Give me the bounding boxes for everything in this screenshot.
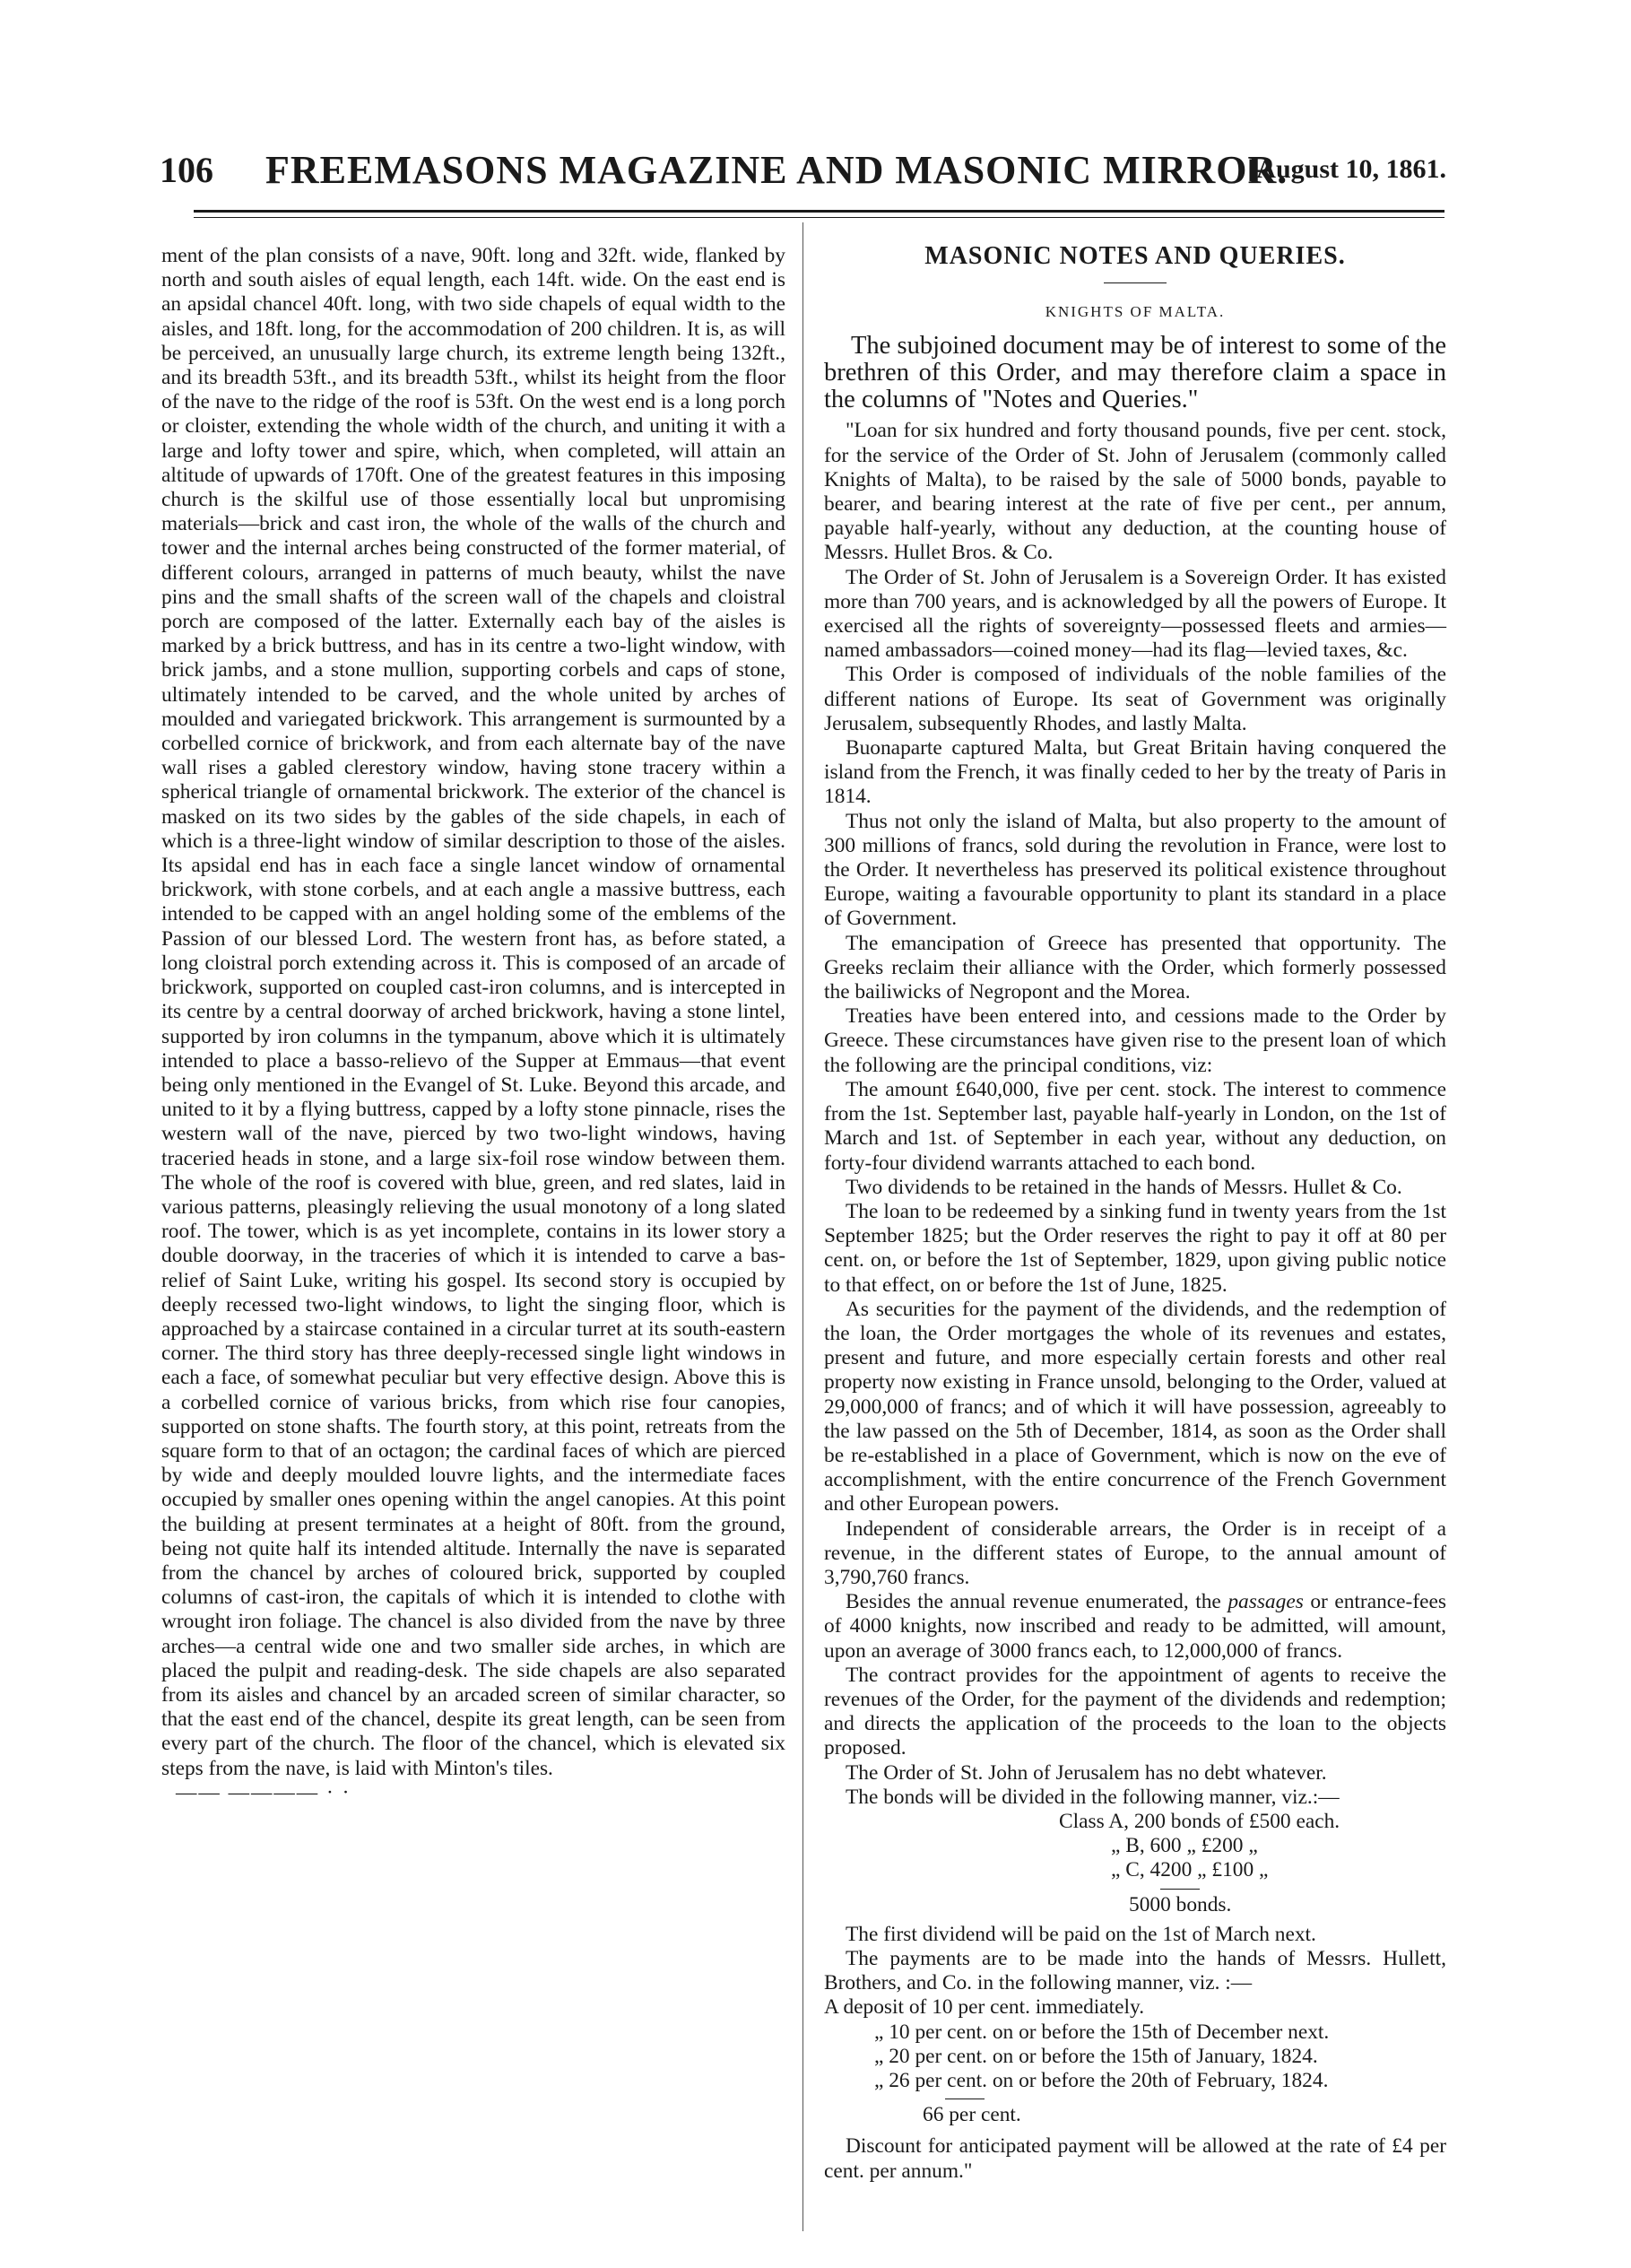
end-mark: —— ———— · · (176, 1780, 351, 1804)
left-column (161, 244, 785, 1805)
passages-word: passages (1228, 1590, 1304, 1614)
column-divider (802, 222, 803, 2231)
paragraph: This Order is composed of individuals of the noble families of the different nations of Europe. Its seat of Government was originally Jerusalem, subsequently Rhodes, and lastly Malta. (824, 663, 1446, 735)
article-continuation: ment of the plan consists of a nave, 90ft. long and 32ft. wide, flanked by north and south aisles of equal length, each 14ft. wide. On the east end is an apsidal chancel 40ft. long, with two side chapels of equal width to the aisles, and 18ft. long, for the accommodation of 200 children. It is, as will be perceived, an unusually large church, its extreme length being 132ft., and its breadth 53ft., and its breadth 53ft., whilst its height from the floor of the nave to the ridge of the roof is 53ft. On the west end is a long porch or cloister, extending the whole width of the church, and uniting it with a large and lofty tower and spire, which, when completed, will attain an altitude of upwards of 170ft. One of the greatest features in this imposing church is the skilful use of those essentially local but unpromising materials—brick and cast iron, the whole of the walls of the church and tower and the internal arches being constructed of the former material, of different colours, arranged in patterns of much beauty, whilst the nave pins and the small shafts of the screen wall of the chapels and cloistral porch are composed of the latter. Externally each bay of the aisles is marked by a brick buttress, and has in its centre a two-light window, with brick jambs, and a stone mullion, supporting corbels and caps of stone, ultimately intended to be carved, and the whole united by arches of moulded and variegated brickwork. This arrangement is surmounted by a corbelled cornice of brickwork, and from each alternate bay of the nave wall rises a gabled clerestory window, having stone tracery within a spherical triangle of ornamental brickwork. The exterior of the chancel is masked on its two sides by the gables of the side chapels, in each of which is a three-light window of similar description to those of the aisles. Its apsidal end has in each face a single lancet window of ornamental brickwork, with stone corbels, and at each angle a massive buttress, each intended to be capped with an angel holding some of the emblems of the Passion of our blessed Lord. The western front has, as before stated, a long cloistral porch extending across it. This is composed of an arcade of brickwork, supported on coupled cast-iron columns, and is intercepted in its centre by a central doorway of arched brickwork, having a stone lintel, supported by iron columns in the tympanum, above which it is ultimately intended to place a basso-relievo of the Supper at Emmaus—that event being only mentioned in the Evangel of St. Luke. Beyond this arcade, and united to it by a flying buttress, capped by a lofty stone pinnacle, rises the western wall of the nave, pierced by two two-light windows, having traceried heads in stone, and a large six-foil rose window between them. The whole of the roof is covered with blue, green, and red slates, laid in various patterns, pleasingly relieving the usual monotony of a long slated roof. The tower, which is as yet incomplete, contains in its lower story a double doorway, in the traceries of which it is intended to carve a bas-relief of Saint Luke, writing his gospel. Its second story is occupied by deeply recessed two-light windows, to light the singing floor, which is approached by a staircase contained in a circular turret at its south-eastern corner. The third story has three deeply-recessed single light windows in each a face, of somewhat peculiar but very effective design. Above this is a corbelled cornice of various bricks, from which rise four canopies, supported on stone shafts. The fourth story, at this point, retreats from the square form to that of an octagon; the cardinal faces of which are pierced by wide and deeply moulded louvre lights, and the intermediate faces occupied by smaller ones opening within the angel canopies. At this point the building at present terminates at a height of 80ft. from the ground, being not quite half its intended altitude. Internally the nave is separated from the chancel by arches of coloured brick, supported by coupled columns of cast-iron, the capitals of which it is intended to clothe with wrought iron foliage. The chancel is also divided from the nave by three arches—a central wide one and two smaller side arches, in which are placed the pulpit and reading-desk. The side chapels are also separated from its aisles and chancel by an arcaded screen of similar character, so that the east end of the chancel, despite its great length, can be seen from every part of the church. The floor of the chancel, which is elevated six steps from the nave, is laid with Minton's tiles. (161, 244, 785, 1780)
paragraph: The bonds will be divided in the following manner, viz.:— (846, 1785, 1340, 1809)
passages-before: Besides the annual revenue enumerated, the (846, 1590, 1228, 1614)
paragraph: Buonaparte captured Malta, but Great Britain having conquered the island from the French, it was finally ceded to her by the treaty of Paris in 1814. (824, 736, 1446, 809)
paragraph: The emancipation of Greece has presented that opportunity. The Greeks reclaim their alliance with the Order, which formerly possessed the bailiwicks of Negropont and the Morea. (824, 931, 1446, 1004)
bond-classes (824, 1810, 1446, 1883)
paragraph: The Order of St. John of Jerusalem is a Sovereign Order. It has existed more than 700 years, and is acknowledged by all the powers of Europe. It exercised all the rights of sovereignty—possessed fleets and armies—named ambassadors—coined money—had its flag—levied taxes, &c. (824, 565, 1446, 663)
paragraph: Thus not only the island of Malta, but also property to the amount of 300 millions of francs, sold during the revolution in France, were lost to the Order. It nevertheless has preserved its political existence throughout Europe, waiting a favourable opportunity to plant its standard in a place of Government. (824, 809, 1446, 931)
closing-paragraph: Discount for anticipated payment will be allowed at the rate of £4 per cent. per annum." (824, 2134, 1446, 2183)
paragraph: The first dividend will be paid on the 1st of March next. (846, 1922, 1316, 1946)
payment-line: „ 26 per cent. on or before the 20th of February, 1824. (874, 2069, 1329, 2093)
bond-total-rule (1160, 1889, 1200, 1890)
bond-class-line: „ C, 4200 „ £100 „ (1111, 1858, 1269, 1882)
masthead-title: FREEMASONS MAGAZINE AND MASONIC MIRROR. (265, 148, 1288, 192)
paragraph: The loan to be redeemed by a sinking fund in twenty years from the 1st September 1825; but the Order reserves the right to pay it off at 80 per cent. on, or before the 1st of September, 1829, upon giving public notice to that effect, on or before the 1st of June, 1825. (824, 1199, 1446, 1297)
header-rule (194, 210, 1444, 213)
paragraph: "Loan for six hundred and forty thousand pounds, five per cent. stock, for the service of the Order of St. John of Jerusalem (commonly called Knights of Malta), to be raised by the sale of 5000 bonds, payable to bearer, and bearing interest at the rate of five per cent., per annum, payable half-yearly, without any deduction, at the counting house of Messrs. Hullet Bros. & Co. (824, 419, 1446, 565)
paragraph: The payments are to be made into the hands of Messrs. Hullett, Brothers, and Co. in the following manner, viz. :— (824, 1947, 1446, 1995)
payment-schedule (824, 1995, 1446, 2093)
paragraph: The amount £640,000, five per cent. stock. The interest to commence from the 1st. September last, payable half-yearly in London, on the 1st of March and 1st. of September in each year, without any deduction, on forty-four dividend warrants attached to each bond. (824, 1077, 1446, 1175)
payment-line: A deposit of 10 per cent. immediately. (824, 1995, 1145, 2020)
bond-total: 5000 bonds. (1129, 1892, 1232, 1916)
paragraph: The contract provides for the appointment of agents to receive the revenues of the Order, for the payment of the dividends and redemption; and directs the application of the proceeds to the loan to the objects proposed. (824, 1663, 1446, 1760)
bond-class-line: Class A, 200 bonds of £500 each. (1059, 1809, 1340, 1833)
header-rule-thin (194, 217, 1444, 218)
paragraph: Treaties have been entered into, and cessions made to the Order by Greece. These circumstances have given rise to the present loan of which the following are the principal conditions, viz: (824, 1004, 1446, 1077)
page-header (160, 143, 1446, 197)
paragraph: Independent of considerable arrears, the Order is in receipt of a revenue, in the different states of Europe, to the annual amount of 3,790,760 francs. (824, 1516, 1446, 1589)
payment-line: „ 10 per cent. on or before the 15th of December next. (874, 2020, 1330, 2044)
section-rule (1104, 282, 1167, 283)
paragraph: The Order of St. John of Jerusalem has no debt whatever. (846, 1760, 1327, 1785)
paragraph: As securities for the payment of the dividends, and the redemption of the loan, the Order mortgages the whole of its revenues and estates, present and future, and more especially certain forests and other real property now existing in France unsold, belonging to the Order, valued at 29,000,000 of francs; and of which it will have possession, agreeably to the law passed on the 5th of December, 1814, as soon as the Order shall be re-established in a place of Government, which is now on the eve of accomplishment, with the entire concurrence of the French Government and other European powers. (824, 1297, 1446, 1516)
paragraph: Two dividends to be retained in the hands of Messrs. Hullet & Co. (846, 1175, 1402, 1199)
payment-line: „ 20 per cent. on or before the 15th of January, 1824. (874, 2044, 1318, 2068)
sub-title: KNIGHTS OF MALTA. (1045, 303, 1226, 321)
issue-date: [August 10, 1861. (1247, 154, 1446, 184)
intro-paragraph: The subjoined document may be of interest to some of the brethren of this Order, and may therefore claim a space in the columns of "Notes and Queries." (824, 332, 1446, 414)
right-column (824, 244, 1446, 2184)
page-number: 106 (160, 150, 213, 190)
passages-after: or entrance-fees of 4000 knights, now inscribed and ready to be admitted, will amount, upon an average of 3000 francs each, to 12,000,000 of francs. (824, 1590, 1446, 1663)
bond-class-line: „ B, 600 „ £200 „ (1111, 1834, 1258, 1858)
passages-paragraph (824, 1590, 1446, 1664)
section-title: MASONIC NOTES AND QUERIES. (924, 242, 1346, 270)
payment-total: 66 per cent. (923, 2103, 1021, 2127)
